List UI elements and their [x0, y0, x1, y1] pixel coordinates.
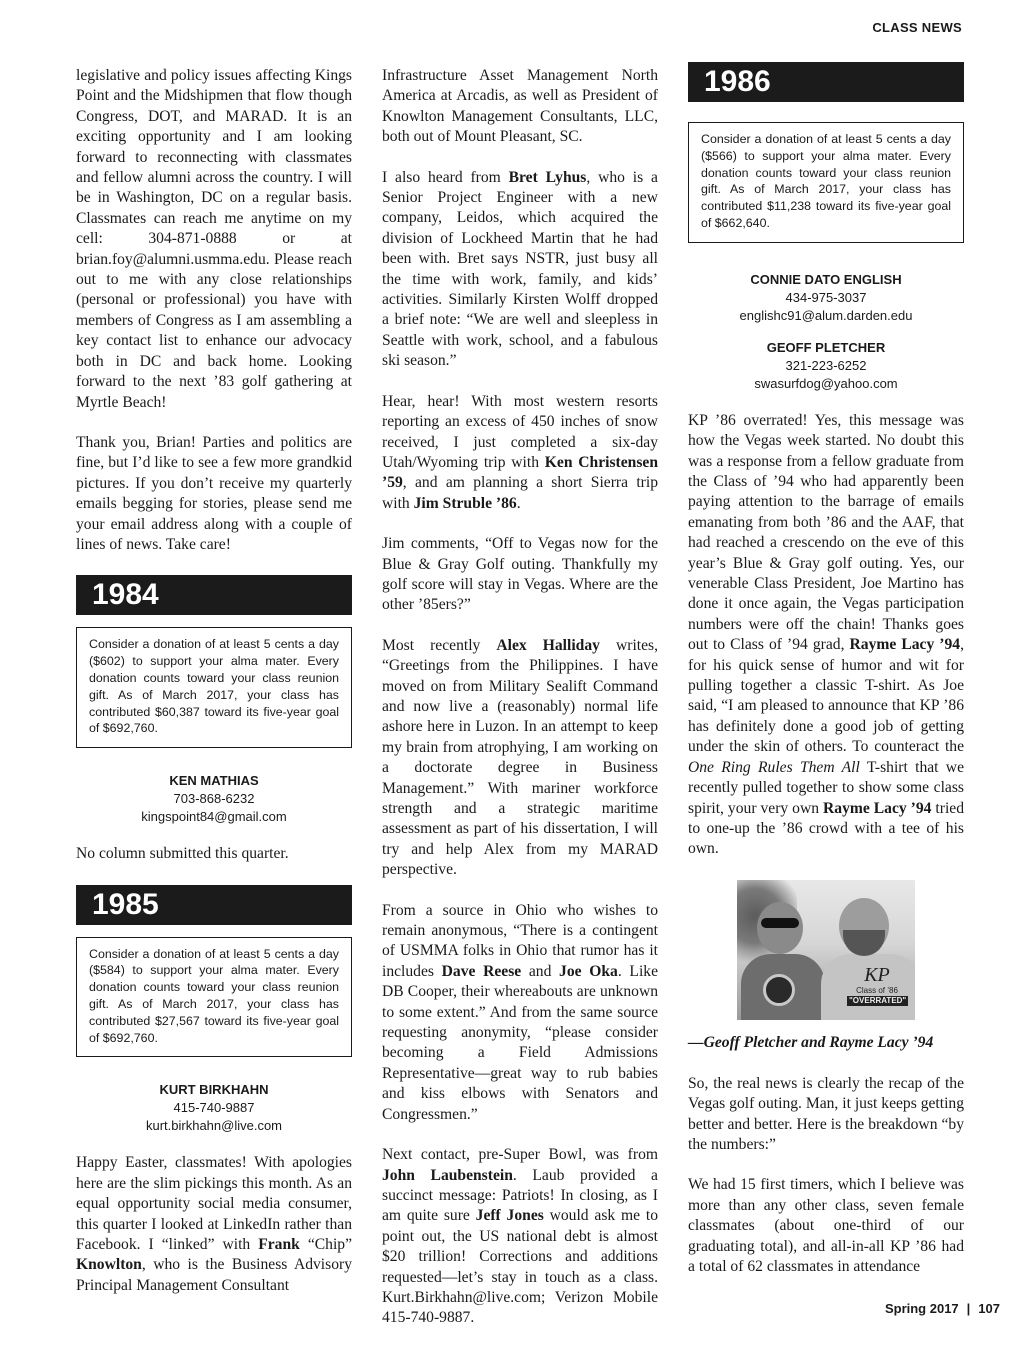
- donation-box-1985: Consider a donation of at least 5 cents a day ($584) to support your alma mater. Every donation counts toward your class reunion gift. As of March 2017, your class has contributed $27,567 toward its five-year goal of $692,760.: [76, 937, 352, 1058]
- page-number: 107: [978, 1301, 1000, 1316]
- contact-block-1986-b: [688, 339, 964, 393]
- contact-email[interactable]: kingspoint84@gmail.com: [141, 809, 287, 825]
- page-footer: [885, 1301, 1000, 1316]
- contact-phone: 415-740-9887: [173, 1100, 255, 1116]
- paragraph: Hear, hear! With most western resorts reporting an excess of 450 inches of snow received, I just completed a six-day Utah/Wyoming trip with Ken Christensen ’59, and am planning a short Sierra trip with Jim Struble ’86.: [382, 392, 659, 512]
- contact-phone: 703-868-6232: [173, 791, 255, 807]
- paragraph: Jim comments, “Off to Vegas now for the Blue & Gray Golf outing. Thankfully my golf score will stay in Vegas. Where are the other ’85ers?”: [382, 535, 658, 614]
- paragraph: From a source in Ohio who wishes to remain anonymous, “There is a contingent of USMMA folks in Ohio that rumor has it includes Dave Reese and Joe Oka. Like DB Cooper, their whereabouts are unknown to some extent.” And from the same source requesting anonymity, “please consider becoming a Field Admissions Representative—great way to rub babies and kiss elbows with Senators and Congressmen.”: [382, 901, 658, 1123]
- donation-box-1984: Consider a donation of at least 5 cents a day ($602) to support your alma mater. Every donation counts toward your class reunion gift. As of March 2017, your class has contributed $60,387 toward its five-year goal of $692,760.: [76, 627, 352, 748]
- photo-beard: [843, 930, 885, 956]
- class-year-1985-heading: 1985: [76, 885, 352, 925]
- contact-name: CONNIE DATO ENGLISH: [750, 271, 902, 287]
- paragraph: So, the real news is clearly the recap of the Vegas golf outing. Man, it just keeps getting better and better. Here is the breakdown “by the numbers:”: [688, 1074, 964, 1153]
- column-left: [76, 66, 352, 1316]
- footer-separator: |: [966, 1301, 971, 1316]
- contact-phone: 321-223-6252: [785, 357, 867, 373]
- contact-name: KURT BIRKHAHN: [159, 1082, 269, 1098]
- paragraph: Next contact, pre-Super Bowl, was from John Laubenstein. Laub provided a succinct message: Patriots! In closing, as I am quite sure Jeff Jones would ask me to point out, the US national debt is almost $20 trillion! Corrections and additions requested—let’s stay in touch as a class. Kurt.Birkhahn@live.com; Verizon Mobile 415-740-9887.: [382, 1146, 658, 1327]
- paragraph: Infrastructure Asset Management North America at Arcadis, as well as President of Knowlton Management Consultants, LLC, both out of Mount Pleasant, SC.: [382, 67, 658, 146]
- column-right: [688, 62, 964, 1297]
- contact-email[interactable]: swasurfdog@yahoo.com: [754, 375, 898, 391]
- photo-person-left-head: [757, 902, 803, 954]
- paragraph: Most recently Alex Halliday writes, “Greetings from the Philippines. I have moved on from Military Sealift Command and now live a (reasonably) normal life ashore here in Luzon. In an attempt to keep my brain from atrophying, I am working on a doctorate degree in Business Management.” With mariner workforce strength and a strategic maritime assessment as part of his dissertation, I will try and help Alex from my MARAD perspective.: [382, 636, 659, 879]
- paragraph: legislative and policy issues affecting Kings Point and the Midshipmen that flow though Congress, DOT, and MARAD. It is an exciting opportunity and I am looking forward to reconnecting with classmates and fellow alumni across the country. I will be in Washington, DC on a regular basis. Classmates can reach me anytime on my cell: 304-871-0888 or at brian.foy@alumni.usmma.edu. Please reach out to me with any close relationships (personal or professional) you have with members of Congress as I am assembling a key contact list to enhance our advocacy both in DC and back home. Looking forward to the next ’83 golf gathering at Myrtle Beach!: [76, 67, 352, 411]
- donation-box-1986: Consider a donation of at least 5 cents a day ($566) to support your alma mater. Every donation counts toward your class reunion gift. As of March 2017, your class has contributed $11,238 toward its five-year goal of $662,640.: [688, 122, 964, 243]
- contact-name: KEN MATHIAS: [169, 773, 259, 789]
- photo-shirt-logo: [763, 974, 795, 1006]
- paragraph: Happy Easter, classmates! With apologies here are the slim pickings this month. As an equal opportunity social media consumer, this quarter I looked at LinkedIn rather than Facebook. I “linked” with Frank “Chip” Knowlton, who is the Business Advisory Principal Management Consultant: [76, 1154, 352, 1294]
- paragraph: KP ’86 overrated! Yes, this message was how the Vegas week started. No doubt this was a response from a fellow graduate from the Class of ’94 who had apparently been paying attention to the barrage of emails emanating from both ’86 and the AAF, that had reached a crescendo on the eve of this year’s Blue & Gray golf outing. Yes, our venerable Class President, Joe Martino has done it once again, the Vegas participation numbers were off the chain! Thanks goes out to Class of ’94 grad, Rayme Lacy ’94, for his quick sense of humor and wit for pulling together a classic T-shirt. As Joe said, “I am pleased to announce that KP ’86 has definitely done a good job of getting under the skin of others. To counteract the One Ring Rules Them All T-shirt that we recently pulled together to show some class spirit, your very own Rayme Lacy ’94 tried to one-up the ’86 crowd with a tee of his own.: [688, 411, 965, 858]
- contact-phone: 434-975-3037: [785, 289, 867, 305]
- class-year-1986-heading: 1986: [688, 62, 964, 102]
- paragraph: We had 15 first timers, which I believe was more than any other class, seven female classmates (about one-third of our graduating total), and all-in-all KP ’86 had a total of 62 classmates in attendance: [688, 1176, 964, 1275]
- section-header: CLASS NEWS: [872, 20, 962, 35]
- photo-golfers: [737, 880, 915, 1020]
- contact-email[interactable]: kurt.birkhahn@live.com: [145, 1118, 283, 1134]
- photo-caption: —Geoff Pletcher and Rayme Lacy ’94: [688, 1033, 934, 1051]
- contact-block-1984: [76, 772, 352, 826]
- class-year-1984-heading: 1984: [76, 575, 352, 615]
- contact-block-1985: [76, 1081, 352, 1135]
- contact-email[interactable]: englishc91@alum.darden.edu: [739, 307, 913, 323]
- column-middle: [382, 66, 658, 1349]
- photo-shirt-text: KP Class of ’86 "OVERRATED": [849, 963, 907, 1005]
- paragraph: Thank you, Brian! Parties and politics are fine, but I’d like to see a few more grandkid pictures. If you don’t receive my quarterly emails begging for stories, please send me your email address along with a couple of lines of news. Take care!: [76, 433, 352, 553]
- paragraph: No column submitted this quarter.: [76, 845, 289, 863]
- issue-label: Spring 2017: [884, 1301, 959, 1316]
- paragraph: I also heard from Bret Lyhus, who is a Senior Project Engineer with a new company, Leidos, which acquired the division of Lockheed Martin that he had been with. Bret says NSTR, just busy all the time with work, family, and kids’ activities. Similarly Kirsten Wolff dropped a brief note: “We are well and sleepless in Seattle with work, school, and a fabulous ski season.”: [382, 168, 658, 370]
- contact-name: GEOFF PLETCHER: [766, 339, 886, 355]
- contact-block-1986-a: [688, 271, 964, 325]
- photo-sunglasses: [761, 918, 799, 928]
